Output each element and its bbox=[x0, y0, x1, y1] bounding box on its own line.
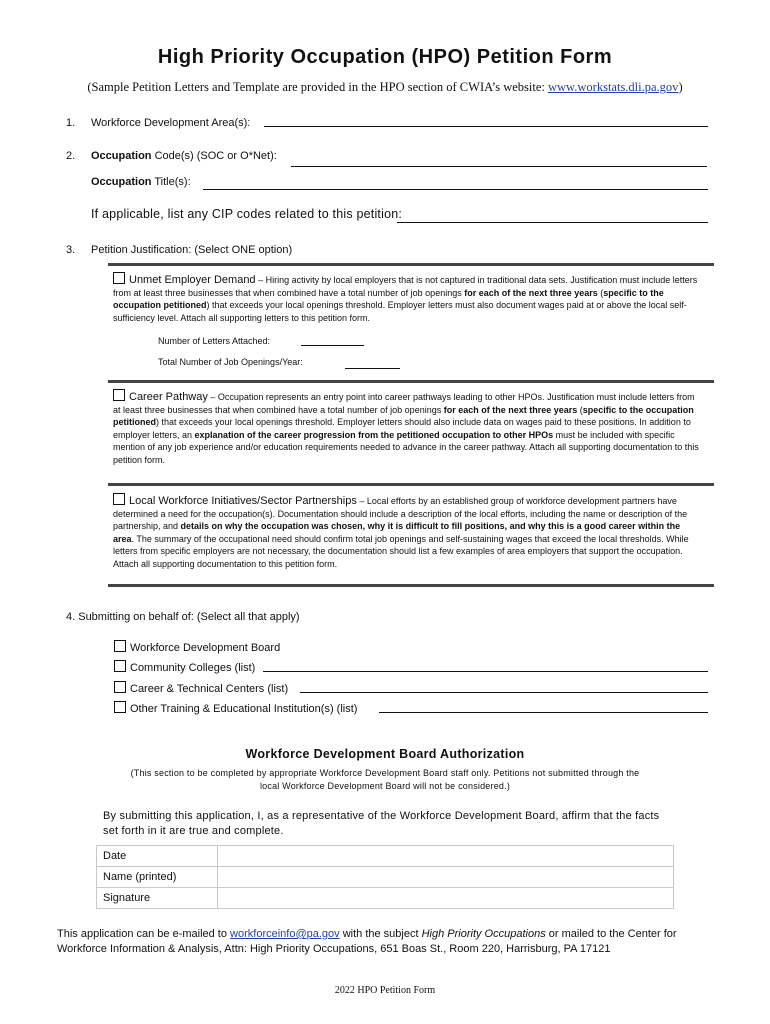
affirm-line-2: set forth in it are true and complete. bbox=[103, 825, 284, 837]
career-text-1: – Occupation represents an entry point into career pathways leading to other HPOs. Justification must include letters from at least three businesses that when combined have a total number of job openings bbox=[113, 392, 695, 415]
q2-number: 2. bbox=[66, 150, 76, 162]
auth-note-1: (This section to be completed by appropriate Workforce Development Board staff only. Petitions not submitted through the bbox=[130, 768, 640, 778]
table-row bbox=[97, 846, 674, 867]
mailing-address: Workforce Information & Analysis, Attn: High Priority Occupations, 651 Boas St., Room 220, Harrisburg, PA 17121 bbox=[57, 943, 611, 955]
subtitle-suffix: ) bbox=[678, 80, 683, 94]
email-link[interactable]: workforceinfo@pa.gov bbox=[230, 928, 340, 940]
career-bold-2: specific to the occupation petitioned bbox=[113, 404, 694, 428]
auth-note-2: local Workforce Development Board will not be considered.) bbox=[259, 781, 511, 791]
other-training-label: Other Training & Educational Institution(s) (list) bbox=[130, 703, 358, 715]
career-pathway-checkbox[interactable] bbox=[113, 389, 125, 401]
other-training-field[interactable] bbox=[379, 712, 708, 713]
other-training-checkbox[interactable] bbox=[114, 701, 126, 713]
unmet-bold-2: specific to the occupation petitioned bbox=[113, 287, 664, 311]
unmet-demand-checkbox[interactable] bbox=[113, 272, 125, 284]
cwia-website-link[interactable]: www.workstats.dli.pa.gov bbox=[548, 80, 679, 94]
section-divider bbox=[108, 483, 714, 486]
unmet-text-1: – Hiring activity by local employers that is not captured in traditional data sets. Justification must include letters from at least three businesses that when combined have a total number of job openings bbox=[113, 275, 698, 298]
job-openings-label: Total Number of Job Openings/Year: bbox=[158, 357, 303, 367]
job-openings-field[interactable] bbox=[345, 368, 400, 369]
cip-label: If applicable, list any CIP codes related to this petition: bbox=[91, 207, 403, 221]
local-text-1: – Local efforts by an established group of workforce development partners have determined a need for the occupation(s). Documentation should include a description of the local efforts, including the name or description of the partnership, and bbox=[113, 496, 688, 532]
q3-number: 3. bbox=[66, 244, 76, 256]
unmet-text-3: ) that exceeds your local openings threshold. Employer letters must also document wages paid at or above the local self-sufficiency level. Attach all supporting letters to this petition form. bbox=[113, 300, 687, 323]
q2-code-rest: Code(s) (SOC or O*Net): bbox=[151, 150, 277, 162]
date-field[interactable] bbox=[218, 846, 674, 867]
table-row bbox=[97, 888, 674, 909]
q2-code-bold: Occupation bbox=[91, 150, 152, 162]
unmet-bold-1: for each of the next three years bbox=[464, 287, 598, 298]
workforce-area-field[interactable] bbox=[264, 126, 708, 127]
date-label: Date bbox=[97, 846, 218, 867]
q4-option-community-colleges[interactable] bbox=[114, 660, 255, 674]
cip-codes-field[interactable] bbox=[397, 222, 708, 223]
q4-option-other-training[interactable] bbox=[114, 701, 357, 715]
subtitle bbox=[0, 80, 770, 95]
q2-title-bold: Occupation bbox=[91, 176, 152, 188]
community-colleges-field[interactable] bbox=[263, 671, 708, 672]
signature-field[interactable] bbox=[218, 888, 674, 909]
career-bold-3: explanation of the career progression from the petitioned occupation to other HPOs bbox=[194, 429, 554, 440]
q4-option-career-technical[interactable] bbox=[114, 681, 288, 695]
community-colleges-checkbox[interactable] bbox=[114, 660, 126, 672]
name-field[interactable] bbox=[218, 867, 674, 888]
footer-text-1: This application can be e-mailed to bbox=[57, 928, 231, 940]
local-bold-1: details on why the occupation was chosen, why it is difficult to fill positions, and why this is a good career within the area bbox=[113, 521, 681, 544]
q4-label: 4. Submitting on behalf of: (Select all that apply) bbox=[66, 611, 300, 623]
community-colleges-label: Community Colleges (list) bbox=[130, 662, 256, 674]
career-technical-checkbox[interactable] bbox=[114, 681, 126, 693]
affirm-line-1: By submitting this application, I, as a representative of the Workforce Development Board, affirm that the facts bbox=[103, 810, 660, 822]
q2-code-label bbox=[91, 150, 277, 162]
career-heading: Career Pathway bbox=[129, 391, 208, 403]
section-divider bbox=[108, 380, 714, 383]
wdb-checkbox[interactable] bbox=[114, 640, 126, 652]
footer-text-2: with the subject bbox=[339, 928, 422, 940]
wdb-label: Workforce Development Board bbox=[130, 642, 281, 654]
submission-instructions bbox=[57, 928, 677, 940]
signature-table bbox=[96, 845, 674, 909]
unmet-heading: Unmet Employer Demand bbox=[129, 274, 256, 286]
unmet-text-2: ( bbox=[597, 287, 604, 298]
letters-attached-field[interactable] bbox=[301, 345, 364, 346]
footer-subject: High Priority Occupations bbox=[421, 928, 546, 940]
signature-label: Signature bbox=[97, 888, 218, 909]
career-text-2: ( bbox=[577, 404, 583, 415]
q2-title-rest: Title(s): bbox=[151, 176, 191, 188]
career-technical-label: Career & Technical Centers (list) bbox=[130, 683, 289, 695]
option-career-pathway bbox=[113, 389, 703, 467]
option-local-initiatives bbox=[113, 493, 703, 571]
local-heading: Local Workforce Initiatives/Sector Partnerships bbox=[129, 495, 357, 507]
q1-label: Workforce Development Area(s): bbox=[91, 117, 251, 129]
footer-text-3: or mailed to the Center for bbox=[545, 928, 677, 940]
section-divider bbox=[108, 263, 714, 266]
q2-title-label bbox=[91, 176, 191, 188]
occupation-code-field[interactable] bbox=[291, 166, 707, 167]
career-text-3: ) that exceeds your local openings threshold. Employer letters should also include data on wages paid to these positions. In addition to employer letters, an bbox=[113, 417, 691, 440]
q3-label: Petition Justification: (Select ONE option) bbox=[91, 244, 293, 256]
q4-option-wdb[interactable] bbox=[114, 640, 280, 654]
section-divider bbox=[108, 584, 714, 587]
table-row bbox=[97, 867, 674, 888]
page-title: High Priority Occupation (HPO) Petition Form bbox=[157, 46, 613, 68]
page-footer: 2022 HPO Petition Form bbox=[334, 985, 436, 996]
local-text-2: . The summary of the occupational need should confirm total job openings and self-sustaining wages that exceed the local thresholds. While letters from specific employers are not necessary, the documentation should list a few examples of area employers that support the occupation. Attach all supporting documentation to this petition form. bbox=[113, 533, 689, 569]
local-initiatives-checkbox[interactable] bbox=[113, 493, 125, 505]
q1-number: 1. bbox=[66, 117, 76, 129]
option-unmet-employer-demand bbox=[113, 272, 703, 324]
auth-heading: Workforce Development Board Authorization bbox=[245, 747, 525, 761]
occupation-title-field[interactable] bbox=[203, 189, 708, 190]
career-text-4: must be included with specific mention of any job experience and/or education requirements needed to advance in the career pathway. Attach all supporting documentation to this petition form. bbox=[113, 429, 699, 465]
career-bold-1: for each of the next three years bbox=[443, 404, 578, 415]
letters-attached-label: Number of Letters Attached: bbox=[158, 336, 271, 346]
subtitle-text: (Sample Petition Letters and Template are provided in the HPO section of CWIA’s website: bbox=[87, 80, 548, 94]
name-label: Name (printed) bbox=[97, 867, 218, 888]
career-technical-field[interactable] bbox=[300, 692, 708, 693]
